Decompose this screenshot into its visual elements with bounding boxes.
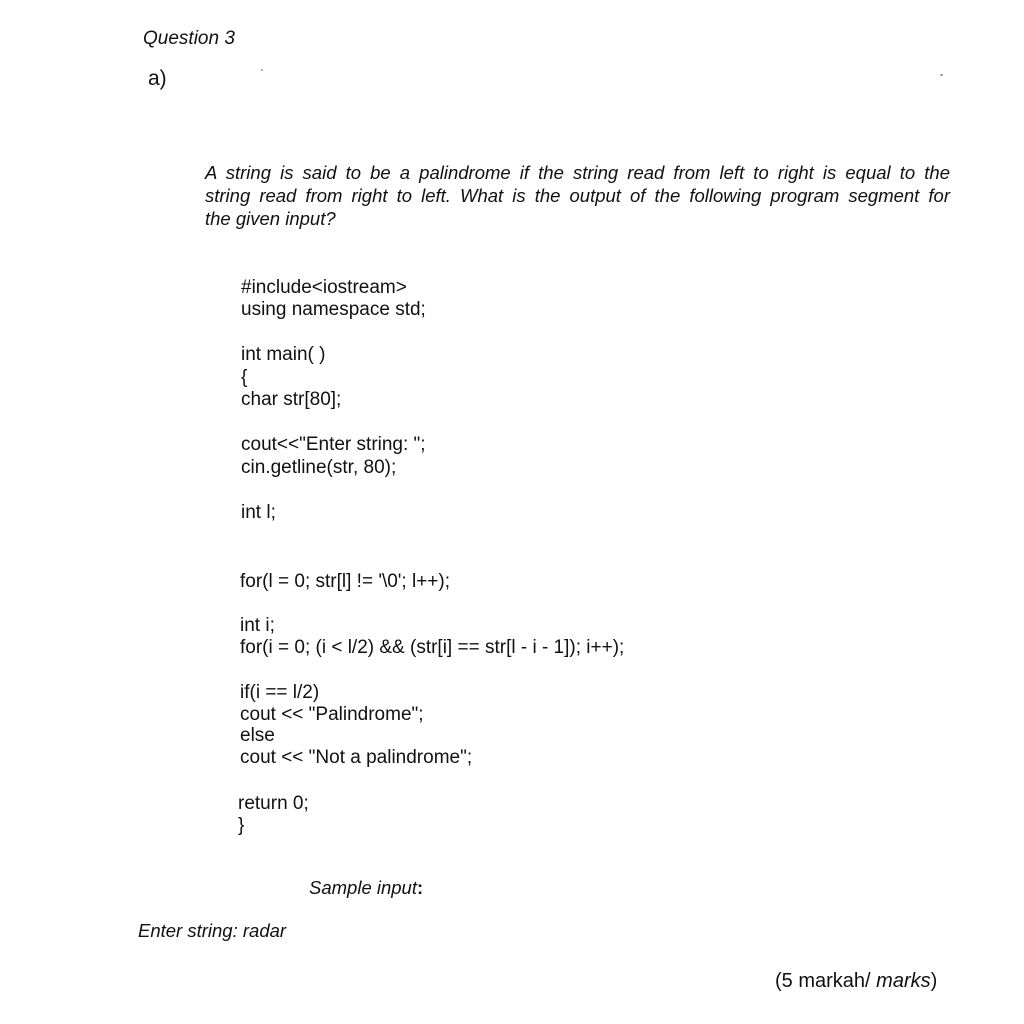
code-line: cout<<"Enter string: "; [241, 434, 426, 455]
code-line: int l; [241, 502, 276, 523]
code-line: { [241, 367, 248, 388]
code-line: } [238, 815, 245, 836]
code-line: return 0; [238, 793, 309, 814]
marks-suffix: ) [930, 970, 938, 992]
code-line: else [240, 725, 275, 746]
marks-english: marks [876, 970, 931, 992]
code-line: int i; [240, 615, 275, 636]
question-title: Question 3 [143, 28, 235, 49]
code-line: #include<iostream> [241, 277, 407, 298]
code-line: using namespace std; [241, 299, 426, 320]
question-text-line: the given input? [205, 208, 336, 229]
code-line: cin.getline(str, 80); [241, 457, 397, 478]
code-line: char str[80]; [241, 389, 342, 410]
marks-prefix: (5 markah/ [775, 970, 877, 992]
question-text-line: A string is said to be a palindrome if the string read from left to right is equal to the [205, 162, 950, 183]
question-text [205, 161, 950, 230]
part-label: a) [148, 67, 167, 90]
question-text-line: string read from right to left. What is the output of the following program segment for [205, 185, 950, 206]
code-line: int main( ) [241, 344, 326, 365]
code-line: cout << "Palindrome"; [240, 704, 424, 725]
sample-input-label [309, 877, 423, 899]
sample-input-label-text: Sample input [309, 877, 417, 898]
scan-speck [261, 69, 263, 71]
code-line: for(l = 0; str[l] != '\0'; l++); [240, 571, 450, 592]
code-line: for(i = 0; (i < l/2) && (str[i] == str[l - i - 1]); i++); [240, 637, 625, 658]
marks-allocation [775, 970, 937, 993]
sample-input-label-colon: : [416, 877, 424, 898]
sample-input-line: Enter string: radar [138, 920, 287, 941]
code-line: if(i == l/2) [240, 682, 320, 703]
code-line: cout << "Not a palindrome"; [240, 747, 473, 768]
scan-speck [940, 74, 943, 76]
